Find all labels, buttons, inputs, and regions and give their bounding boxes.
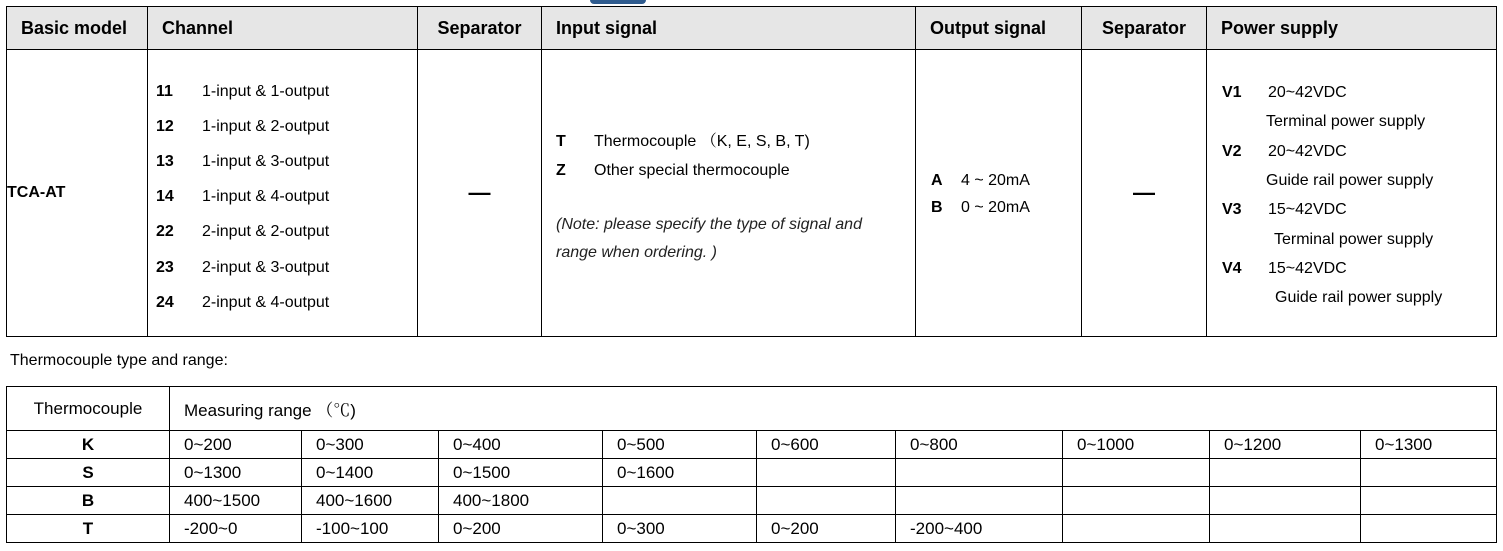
channel-option <box>156 83 329 101</box>
channel-code: 11 <box>156 83 173 100</box>
range-value: 0~400 <box>439 431 603 459</box>
thermocouple-type: K <box>7 431 170 459</box>
output-signal-option <box>931 172 1030 190</box>
power-voltage: 20~42VDC <box>1268 84 1347 101</box>
power-supply-option <box>1222 84 1347 102</box>
thermocouple-type: B <box>7 487 170 515</box>
output-signal-code: B <box>931 199 943 216</box>
range-value: 0~1300 <box>1361 431 1497 459</box>
channel-desc: 1-input & 3-output <box>202 153 330 170</box>
range-value: 0~1000 <box>1063 431 1210 459</box>
header-separator-2: Separator <box>1082 7 1207 50</box>
channel-option <box>156 259 329 277</box>
channel-code: 12 <box>156 118 174 135</box>
range-value <box>1361 487 1497 515</box>
range-value: 0~800 <box>896 431 1063 459</box>
channel-code: 22 <box>156 223 174 240</box>
range-value: 0~200 <box>170 431 302 459</box>
range-value: 0~1600 <box>603 459 757 487</box>
channel-desc: 1-input & 1-output <box>202 83 330 100</box>
separator-mark-1: — <box>418 50 542 337</box>
range-header-row <box>7 387 1497 431</box>
range-row-s <box>7 459 1497 487</box>
range-value <box>603 487 757 515</box>
range-value: 0~1300 <box>170 459 302 487</box>
header-power-supply: Power supply <box>1207 7 1497 50</box>
range-value <box>1063 487 1210 515</box>
range-value: 400~1600 <box>302 487 439 515</box>
range-value: -200~0 <box>170 515 302 543</box>
input-signal-desc: Other special thermocouple <box>594 162 790 179</box>
header-channel: Channel <box>148 7 418 50</box>
input-signal-option <box>556 128 810 151</box>
range-value: 0~300 <box>302 431 439 459</box>
channel-code: 24 <box>156 294 174 311</box>
input-signal-option <box>556 162 790 180</box>
range-value: 0~1500 <box>439 459 603 487</box>
output-signal-cell <box>916 50 1082 337</box>
power-voltage: 20~42VDC <box>1268 143 1347 160</box>
power-code: V4 <box>1222 260 1242 277</box>
range-value: 0~600 <box>757 431 896 459</box>
channel-desc: 1-input & 4-output <box>202 188 330 205</box>
thermocouple-range-table <box>6 386 1497 543</box>
channel-code: 13 <box>156 153 174 170</box>
channel-desc: 2-input & 4-output <box>202 294 330 311</box>
power-supply-desc: Terminal power supply <box>1266 113 1426 130</box>
power-supply-option <box>1222 201 1347 219</box>
channel-option <box>156 223 329 241</box>
range-value: 0~300 <box>603 515 757 543</box>
range-value <box>757 459 896 487</box>
power-voltage: 15~42VDC <box>1268 201 1347 218</box>
header-measuring-range: Measuring range （℃) <box>170 387 1497 431</box>
channel-desc: 1-input & 2-output <box>202 118 330 135</box>
range-value: 0~1400 <box>302 459 439 487</box>
range-value: 0~500 <box>603 431 757 459</box>
range-value <box>1361 515 1497 543</box>
input-signal-cell <box>542 50 916 337</box>
header-separator-1: Separator <box>418 7 542 50</box>
channel-code: 23 <box>156 259 174 276</box>
power-code: V2 <box>1222 143 1242 160</box>
output-signal-desc: 4 ~ 20mA <box>961 172 1030 189</box>
output-signal-code: A <box>931 172 943 189</box>
input-signal-desc: Thermocouple （K, E, S, B, T) <box>594 133 810 150</box>
power-code: V1 <box>1222 84 1242 101</box>
channel-option <box>156 294 329 312</box>
range-value: -200~400 <box>896 515 1063 543</box>
range-value: 400~1800 <box>439 487 603 515</box>
range-value <box>1361 459 1497 487</box>
thermocouple-type: T <box>7 515 170 543</box>
range-value <box>1063 459 1210 487</box>
input-signal-code: Z <box>556 162 566 179</box>
separator-mark-2: — <box>1082 50 1207 337</box>
channel-option <box>156 153 329 171</box>
channel-code: 14 <box>156 188 174 205</box>
range-row-t <box>7 515 1497 543</box>
range-value <box>1210 515 1361 543</box>
channel-desc: 2-input & 2-output <box>202 223 330 240</box>
header-basic-model: Basic model <box>7 7 148 50</box>
channel-option <box>156 118 329 136</box>
output-signal-option <box>931 199 1030 217</box>
range-row-k <box>7 431 1497 459</box>
header-thermocouple: Thermocouple <box>7 387 170 431</box>
selection-header-row <box>7 7 1497 50</box>
header-output-signal: Output signal <box>916 7 1082 50</box>
power-supply-option <box>1222 143 1347 161</box>
output-signal-desc: 0 ~ 20mA <box>961 199 1030 216</box>
top-decorative-bar <box>590 0 646 4</box>
range-value <box>1063 515 1210 543</box>
input-signal-note: (Note: please specify the type of signal and range when ordering. ) <box>556 216 862 261</box>
range-value: 0~1200 <box>1210 431 1361 459</box>
power-supply-desc: Terminal power supply <box>1274 231 1434 248</box>
range-table-caption: Thermocouple type and range: <box>10 352 228 369</box>
thermocouple-type: S <box>7 459 170 487</box>
range-value <box>896 487 1063 515</box>
channel-option <box>156 188 329 206</box>
power-code: V3 <box>1222 201 1242 218</box>
header-input-signal: Input signal <box>542 7 916 50</box>
channel-desc: 2-input & 3-output <box>202 259 330 276</box>
range-value: 0~200 <box>439 515 603 543</box>
power-voltage: 15~42VDC <box>1268 260 1347 277</box>
power-supply-option <box>1222 260 1347 278</box>
range-value: 400~1500 <box>170 487 302 515</box>
range-row-b <box>7 487 1497 515</box>
range-value <box>896 459 1063 487</box>
basic-model-value: TCA-AT <box>7 50 148 337</box>
power-supply-desc: Guide rail power supply <box>1275 289 1443 306</box>
input-signal-code: T <box>556 133 566 150</box>
range-value <box>757 487 896 515</box>
range-value <box>1210 487 1361 515</box>
power-supply-desc: Guide rail power supply <box>1266 172 1434 189</box>
range-value: 0~200 <box>757 515 896 543</box>
range-value: -100~100 <box>302 515 439 543</box>
range-value <box>1210 459 1361 487</box>
